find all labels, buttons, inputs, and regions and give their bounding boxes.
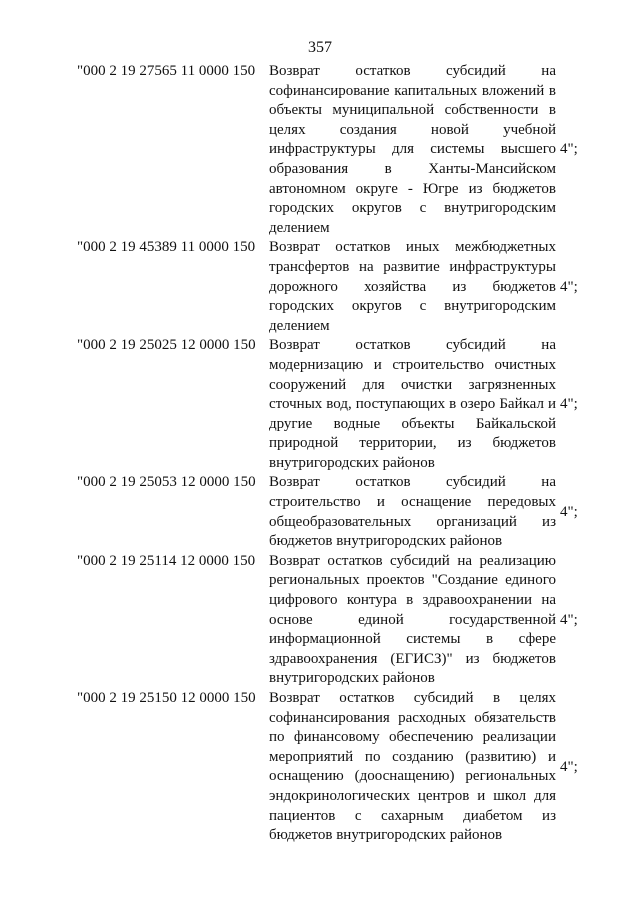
budget-classification-code: "000 2 19 25025 12 0000 150 — [77, 337, 256, 354]
code-description: Возврат остатков субсидий на софинансирование капитальных вложений в объекты муниципальной собственности в целях создания новой учебной инфраструктуры для системы высшего образования в Ханты-Мансийском автономном округе - Югре из бюджетов городских округов с внутригородским делением — [269, 63, 556, 236]
code-description: Возврат остатков иных межбюджетных трансфертов на развитие инфраструктуры дорожного хозяйства из бюджетов городских округов с внутригородским делением — [269, 239, 556, 334]
list-item — [77, 62, 597, 238]
budget-classification-code: "000 2 19 25053 12 0000 150 — [77, 474, 256, 491]
budget-code-list — [77, 62, 597, 846]
budget-classification-code: "000 2 19 25114 12 0000 150 — [77, 552, 256, 569]
quote-close-marker: 4"; — [560, 611, 578, 628]
code-description: Возврат остатков субсидий в целях софинансирования расходных обязательств по финансовому обеспечению реализации мероприятий по созданию (развитию) и оснащению (дооснащению) региональных эндокринологических центров и школ для пациентов с сахарным диабетом из бюджетов внутригородских районов — [269, 690, 556, 844]
list-item — [77, 473, 597, 551]
list-item — [77, 336, 597, 473]
quote-close-marker: 4"; — [560, 278, 578, 295]
quote-close-marker: 4"; — [560, 141, 578, 158]
list-item — [77, 552, 597, 689]
budget-classification-code: "000 2 19 45389 11 0000 150 — [77, 239, 256, 256]
quote-close-marker: 4"; — [560, 758, 578, 775]
code-description: Возврат остатков субсидий на модернизацию и строительство очистных сооружений для очистки загрязненных сточных вод, поступающих в озеро Байкал и другие водные объекты Байкальской природной территории, из бюджетов внутригородских районов — [269, 337, 556, 471]
list-item — [77, 238, 597, 336]
page-number: 357 — [308, 39, 332, 56]
list-item — [77, 689, 597, 846]
code-description: Возврат остатков субсидий на реализацию региональных проектов "Создание единого цифрового контура в здравоохранении на основе единой государственной информационной системы в сфере здравоохранения (ЕГИСЗ)" из бюджетов внутригородских районов — [269, 552, 556, 687]
quote-close-marker: 4"; — [560, 396, 578, 413]
budget-classification-code: "000 2 19 27565 11 0000 150 — [77, 63, 256, 79]
code-description: Возврат остатков субсидий на строительство и оснащение передовых общеобразовательных организаций из бюджетов внутригородских районов — [269, 474, 556, 550]
quote-close-marker: 4"; — [560, 503, 578, 520]
budget-classification-code: "000 2 19 25150 12 0000 150 — [77, 690, 256, 706]
